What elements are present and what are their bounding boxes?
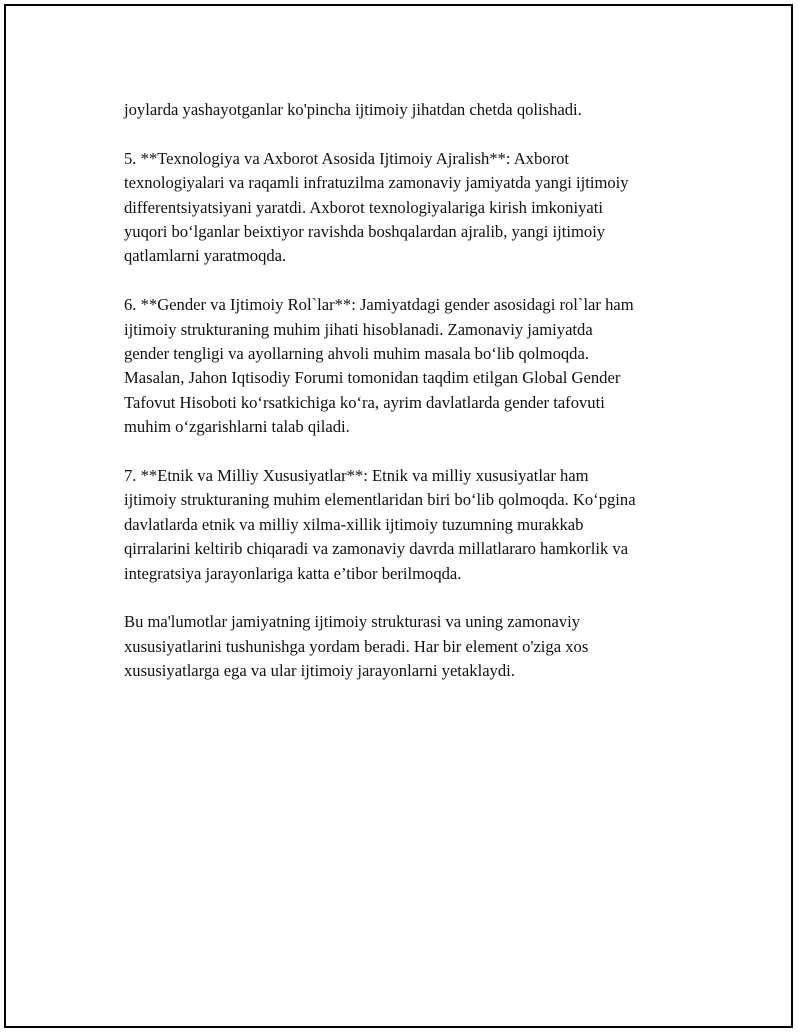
document-body (124, 98, 704, 708)
page-frame (4, 4, 793, 1028)
paragraph-continuation: joylarda yashayotganlar ko'pincha ijtimoiy jihatdan chetda qolishadi. (124, 100, 582, 119)
paragraph-gender: 6. **Gender va Ijtimoiy Rol`lar**: Jamiyatdagi gender asosidagi rol`lar ham ijtimoiy strukturaning muhim jihati hisoblanadi. Zamonaviy jamiyatda gender tengligi va ayollarning ahvoli muhim masala bo‘lib qolmoqda. Masalan, Jahon Iqtisodiy Forumi tomonidan taqdim etilgan Global Gender Tafovut Hisoboti ko‘rsatkichiga ko‘ra, ayrim davlatlarda gender tafovuti muhim o‘zgarishlarni talab qiladi. (124, 295, 634, 437)
paragraph-ethnic: 7. **Etnik va Milliy Xususiyatlar**: Etnik va milliy xususiyatlar ham ijtimoiy strukturaning muhim elementlaridan biri bo‘lib qolmoqda. Ko‘pgina davlatlarda etnik va milliy xilma-xillik ijtimoiy tuzumning murakkab qirralarini keltirib chiqaradi va zamonaviy davrda millatlararo hamkorlik va integratsiya jarayonlariga katta e’tibor berilmoqda. (124, 466, 636, 583)
paragraph-technology: 5. **Texnologiya va Axborot Asosida Ijtimoiy Ajralish**: Axborot texnologiyalari va raqamli infratuzilma zamonaviy jamiyatda yangi ijtimoiy differentsiyatsiyani yaratdi. Axborot texnologiyalariga kirish imkoniyati yuqori bo‘lganlar beixtiyor ravishda boshqalardan ajralib, yangi ijtimoiy qatlamlarni yaratmoqda. (124, 148, 629, 266)
paragraph-conclusion: Bu ma'lumotlar jamiyatning ijtimoiy strukturasi va uning zamonaviy xususiyatlarini tushunishga yordam beradi. Har bir element o'ziga xos xususiyatlarga ega va ular ijtimoiy jarayonlarni yetaklaydi. (124, 612, 589, 681)
